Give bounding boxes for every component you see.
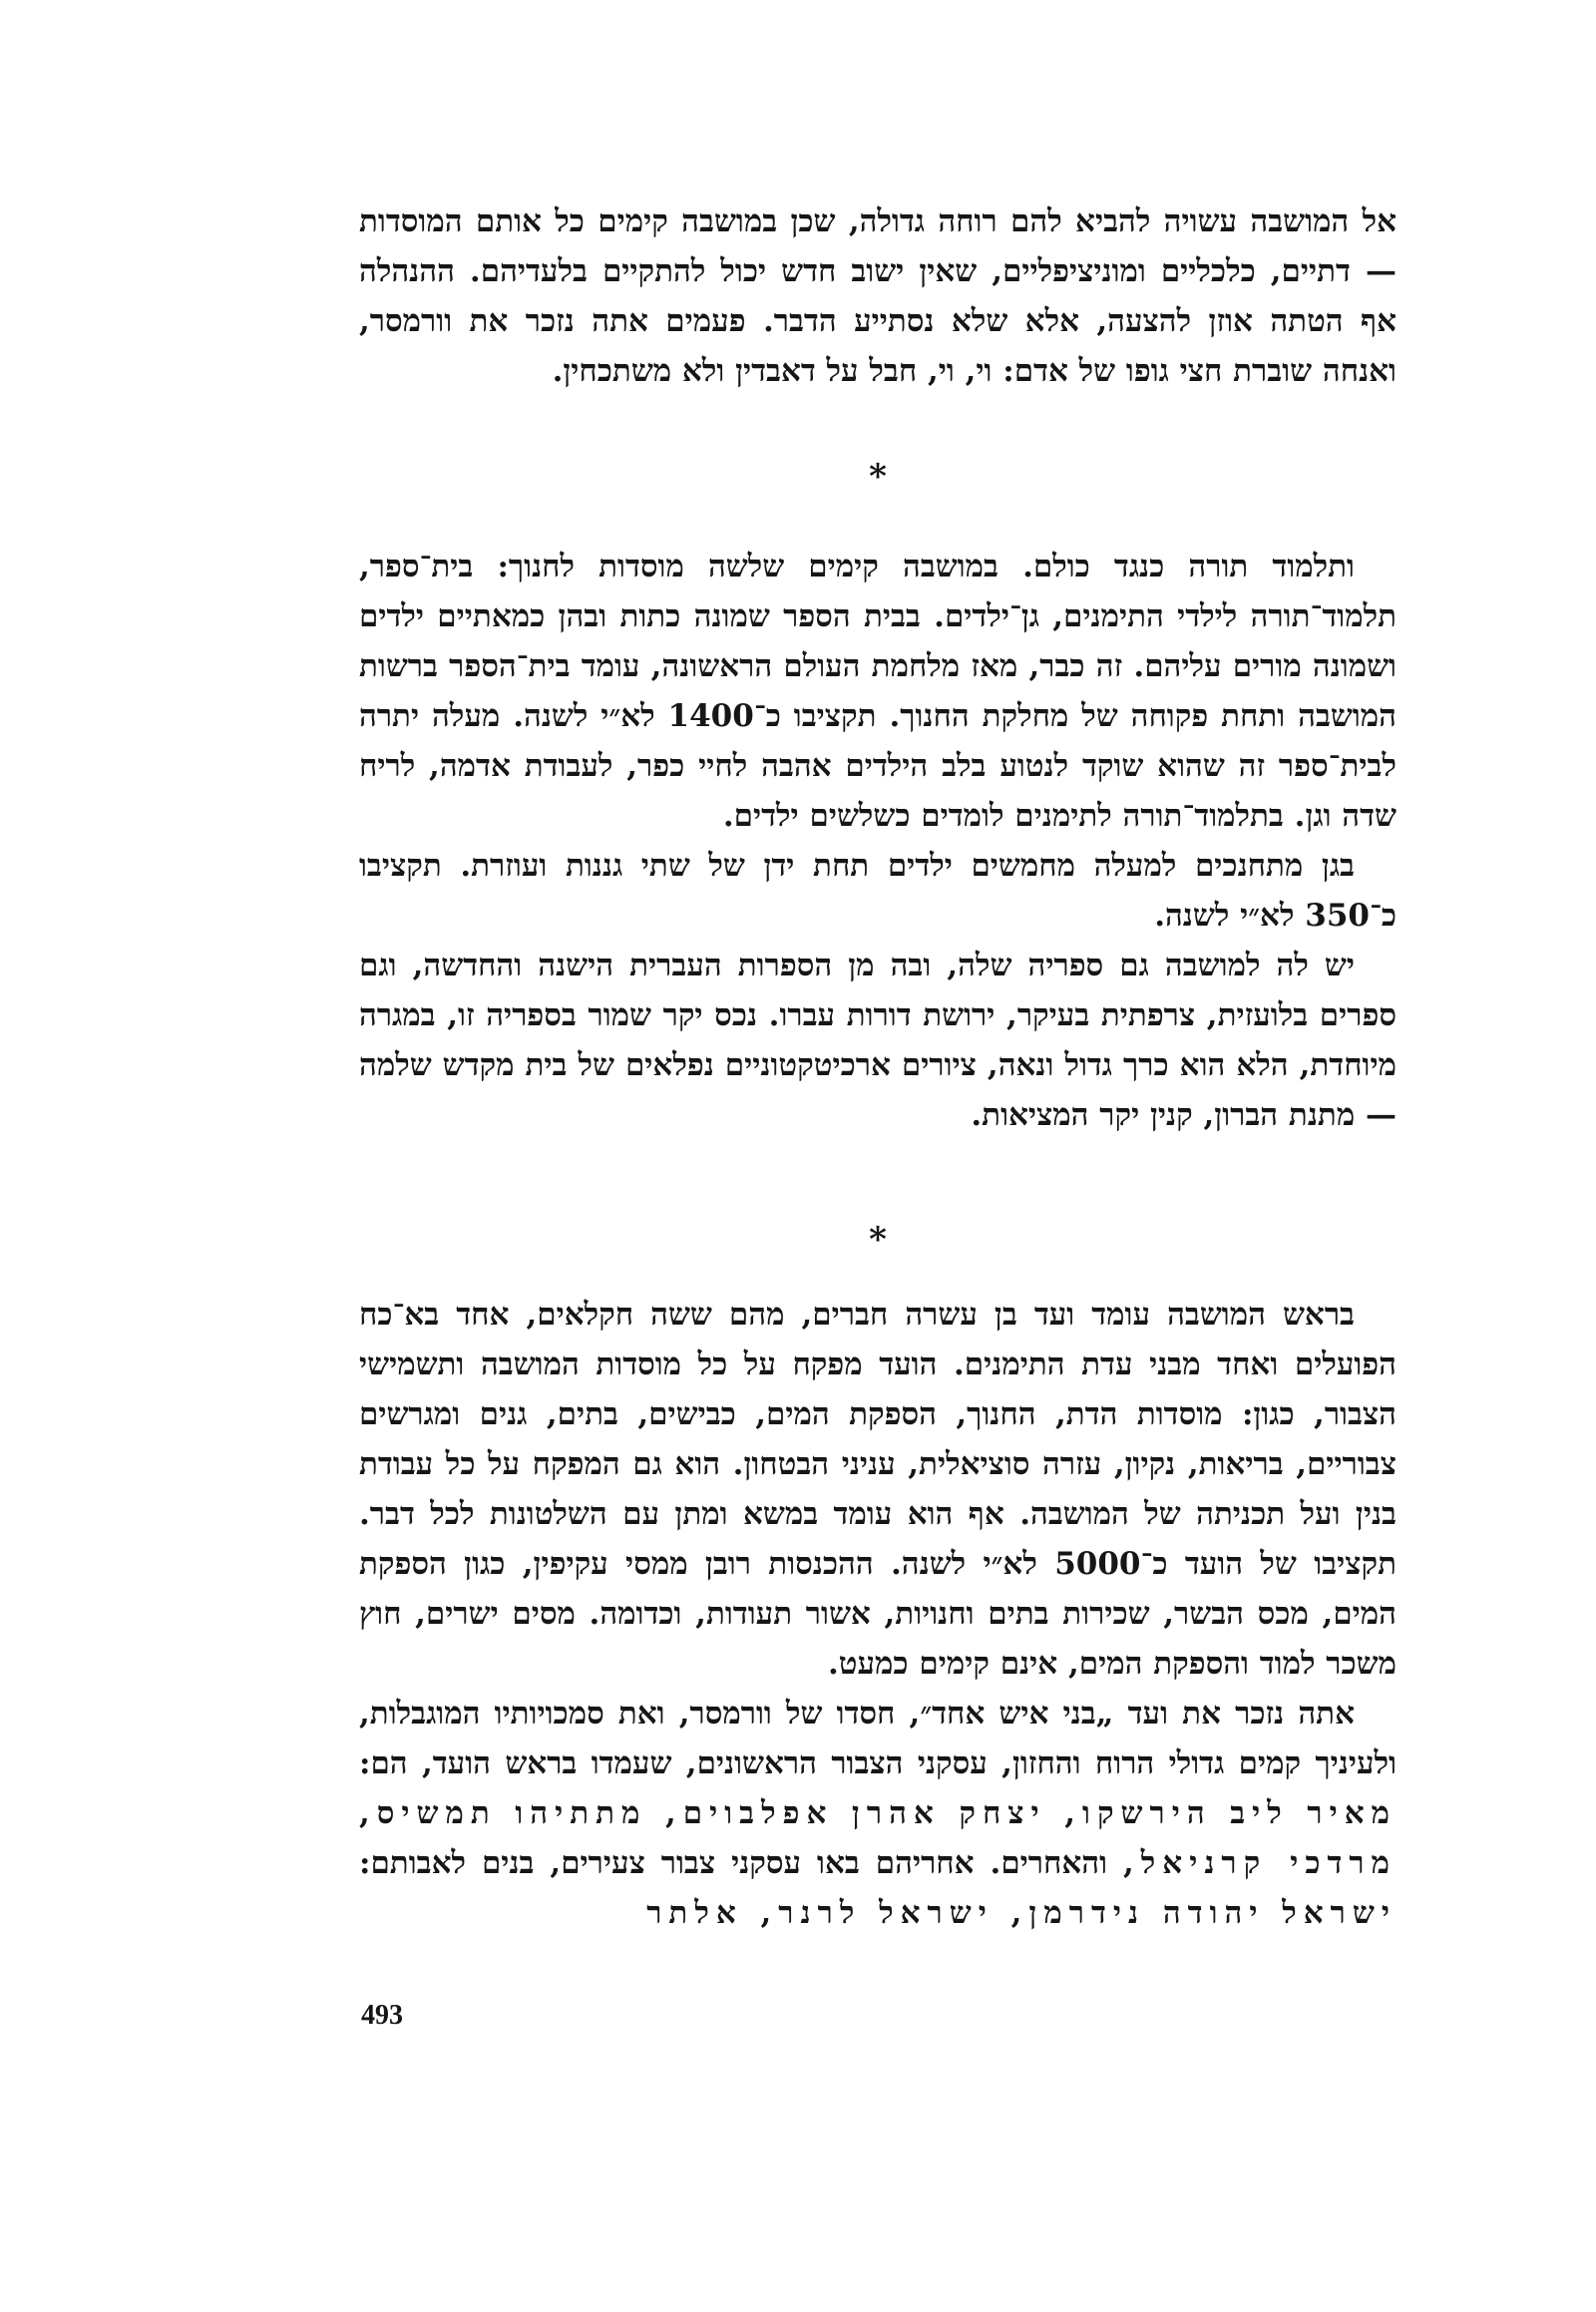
section-separator: * (869, 457, 887, 497)
paragraph (359, 1689, 1396, 1938)
section-committee (359, 1290, 1396, 1938)
paragraph: בגן מתחנכים למעלה מחמשים ילדים תחת ידן של שתי גננות ועוזרת. תקציבו כ־350 לא״י לשנה. (359, 848, 1396, 934)
paragraph: אל המושבה עשויה להביא להם רוחה גדולה, שכן במושבה קימים כל אותם המוסדות — דתיים, כלכליים ומוניציפליים, שאין ישוב חדש יכול להתקיים בלעדיהם. ההנהלה אף הטתה אוזן להצעה, אלא שלא נסתייע הדבר. פעמים אתה נזכר את וורמסר, ואנחה שוברת חצי גופו של אדם: וי, וי, חבל על דאבדין ולא משתכחין. (359, 203, 1396, 389)
page-number: 493 (361, 2000, 403, 2031)
paragraph: ותלמוד תורה כנגד כולם. במושבה קימים שלשה מוסדות לחנוך: בית־ספר, תלמוד־תורה לילדי התימנים, גן־ילדים. בבית הספר שמונה כתות ובהן כמאתיים ילדים ושמונה מורים עליהם. זה כבר, מאז מלחמת העולם הראשונה, עומד בית־הספר ברשות המושבה ותחת פקוחה של מחלקת החנוך. תקציבו כ־1400 לא״י לשנה. מעלה יתרה לבית־ספר זה שהוא שוקד לנטוע בלב הילדים אהבה לחיי כפר, לעבודת אדמה, לריח שדה וגן. בתלמוד־תורה לתימנים לומדים כשלשים ילדים. (359, 549, 1396, 834)
paragraph: בראש המושבה עומד ועד בן עשרה חברים, מהם ששה חקלאים, אחד בא־כח הפועלים ואחד מבני עדת התימנים. הועד מפקח על כל מוסדות המושבה ותשמישי הצבור, כגון: מוסדות הדת, החנוך, הספקת המים, כבישים, בתים, גנים ומגרשים צבוריים, בריאות, נקיון, עזרה סוציאלית, עניני הבטחון. הוא גם המפקח על כל עבודת בנין ועל תכניתה של המושבה. אף הוא עומד במשא ומתן עם השלטונות לכל דבר. תקציבו של הועד כ־5000 לא״י לשנה. ההכנסות רובן ממסי עקיפין, כגון הספקת המים, מכס הבשר, שכירות בתים וחנויות, אשור תעודות, וכדומה. מסים ישרים, חוץ משכר למוד והספקת המים, אינם קימים כמעט. (359, 1297, 1396, 1682)
paragraph-text: אתה נזכר את ועד „בני איש אחד״, חסדו של וורמסר, ואת סמכויותיו המוגבלות, ולעיניך קמים גדולי הרוח והחזון, עסקני הצבור הראשונים, שעמדו בראש הועד, הם: (359, 1696, 1396, 1781)
section-separator: * (869, 1220, 887, 1260)
section-library-continuation (359, 196, 1396, 396)
paragraph: יש לה למושבה גם ספריה שלה, ובה מן הספרות העברית הישנה והחדשה, וגם ספרים בלועזית, צרפתית בעיקר, ירושת דורות עברו. נכס יקר שמור בספריה זו, במגרה מיוחדת, הלא הוא כרך גדול ונאה, ציורים ארכיטקטוניים נפלאים של בית מקדש שלמה — מתנת הברון, קנין יקר המציאות. (359, 948, 1396, 1133)
section-education (359, 542, 1396, 1140)
names-spaced: מאיר ליב הירשקו, יצחק אהרן אפלבוים, מתתיהו תמשיס, מרדכי קרניאל, (359, 1795, 1396, 1881)
paragraph-text: והאחרים. אחריהם באו עסקני צבור צעירים, בנים לאבותם: (359, 1845, 1108, 1881)
names-spaced: ישראל יהודה נידרמן, ישראל לרנר, אלתר (646, 1895, 1396, 1931)
